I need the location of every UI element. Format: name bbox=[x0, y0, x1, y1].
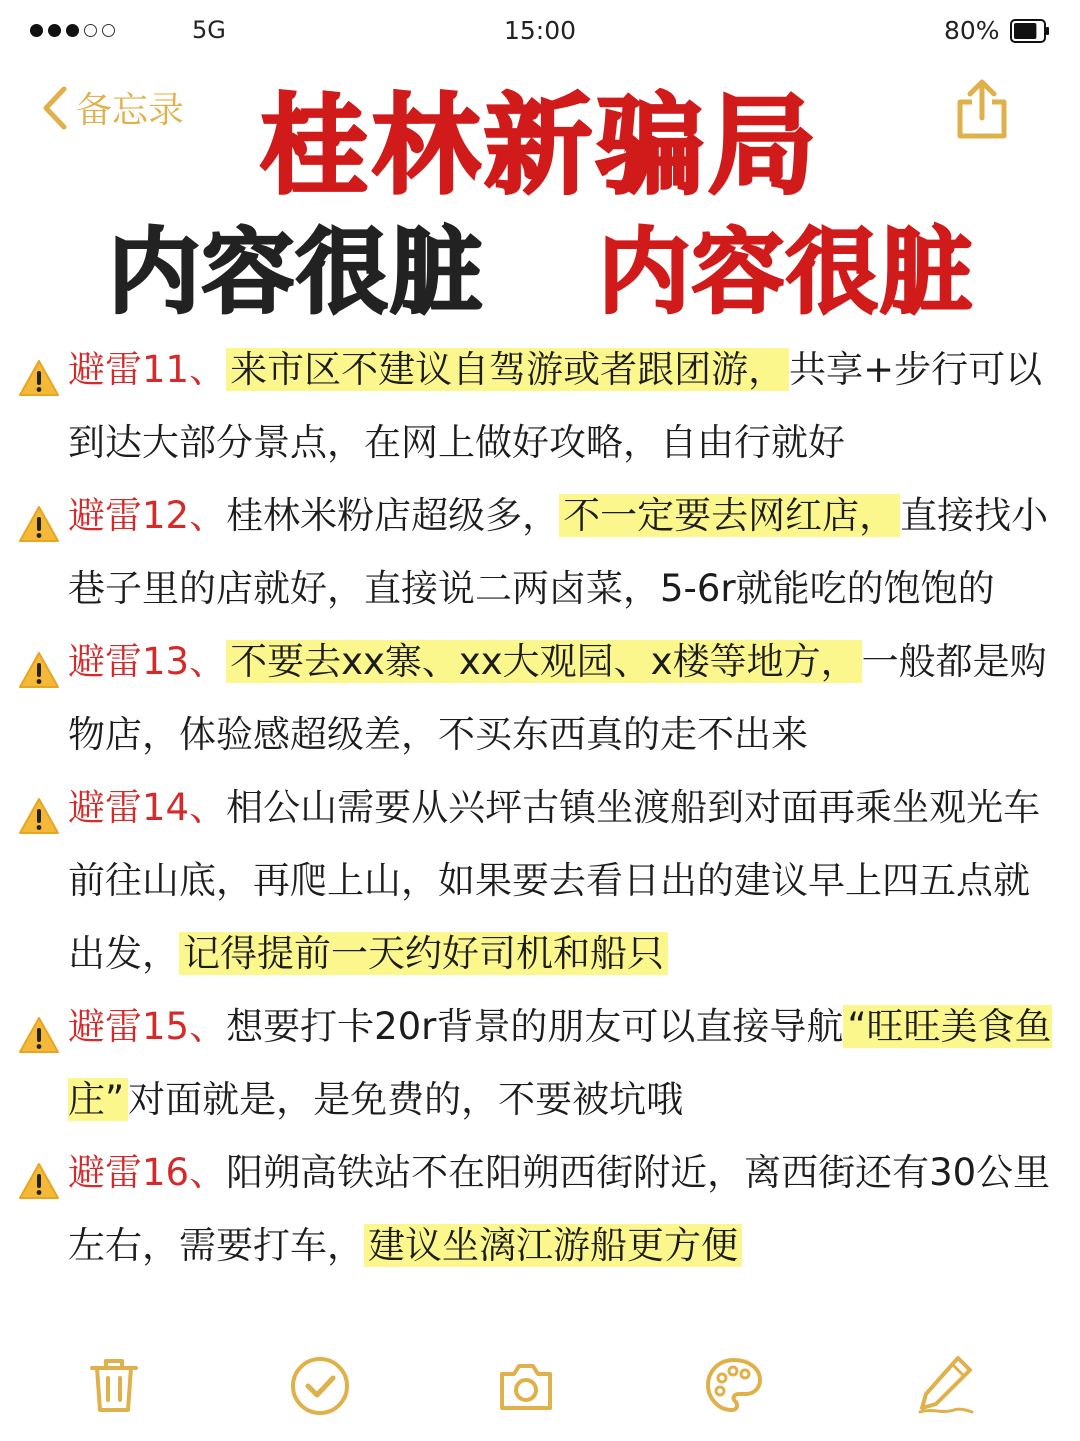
highlighted-text: 不一定要去网红店， bbox=[559, 494, 900, 537]
battery-icon bbox=[1010, 19, 1050, 43]
warning-icon bbox=[18, 787, 60, 827]
warning-icon bbox=[18, 1006, 60, 1046]
warning-icon bbox=[18, 1152, 60, 1192]
subtitle-red: 内容很脏 bbox=[598, 219, 975, 326]
warning-icon bbox=[18, 641, 60, 681]
note-item bbox=[0, 1136, 1080, 1282]
warning-icon bbox=[18, 349, 60, 389]
highlighted-text: 记得提前一天约好司机和船只 bbox=[179, 932, 668, 975]
note-item bbox=[0, 771, 1080, 990]
headline-title: 桂林新骗局 bbox=[259, 84, 820, 209]
warning-icon bbox=[18, 495, 60, 535]
note-item bbox=[0, 990, 1080, 1136]
palette-icon[interactable] bbox=[702, 1352, 766, 1416]
pen-icon[interactable] bbox=[912, 1352, 976, 1416]
note-text: 桂林米粉店超级多， bbox=[226, 494, 560, 537]
highlighted-text: 来市区不建议自驾游或者跟团游， bbox=[226, 348, 789, 391]
note-item bbox=[0, 625, 1080, 771]
note-text: 对面就是，是免费的，不要被坑哦 bbox=[128, 1078, 684, 1121]
note-item bbox=[0, 333, 1080, 479]
back-label: 备忘录 bbox=[76, 90, 185, 131]
notes-list bbox=[0, 333, 1080, 1282]
note-text: 一般都是购物店，体验感超级差，不买东西真的走不出来 bbox=[68, 640, 1047, 756]
note-text: 相公山需要从兴坪古镇坐渡船到对面再乘坐观光车前往山底，再爬上山，如果要去看日出的建议早上四五点就出发， bbox=[68, 786, 1041, 975]
clock: 15:00 bbox=[503, 16, 577, 45]
highlighted-text: 建议坐漓江游船更方便 bbox=[364, 1224, 742, 1267]
note-text: 阳朔高铁站不在阳朔西街附近，离西街还有30公里左右，需要打车， bbox=[68, 1151, 1051, 1267]
trash-icon[interactable] bbox=[82, 1352, 146, 1416]
battery-percentage: 80% bbox=[944, 16, 1000, 45]
note-label: 避雷13、 bbox=[68, 640, 227, 683]
note-text: 共享+步行可以到达大部分景点，在网上做好攻略，自由行就好 bbox=[68, 348, 1043, 464]
highlighted-text: “旺旺美食鱼庄” bbox=[68, 1005, 1052, 1121]
bottom-toolbar bbox=[0, 1352, 1080, 1422]
checkmark-circle-icon[interactable] bbox=[288, 1352, 352, 1416]
note-label: 避雷16、 bbox=[68, 1151, 227, 1194]
subtitle-black: 内容很脏 bbox=[108, 219, 485, 326]
highlighted-text: 不要去xx寨、xx大观园、x楼等地方， bbox=[226, 640, 861, 683]
note-label: 避雷14、 bbox=[68, 786, 227, 829]
status-bar bbox=[0, 0, 1080, 64]
network-type: 5G bbox=[192, 16, 226, 44]
camera-icon[interactable] bbox=[494, 1352, 558, 1416]
note-label: 避雷12、 bbox=[68, 494, 227, 537]
note-text: 直接找小巷子里的店就好，直接说二两卤菜，5-6r就能吃的饱饱的 bbox=[68, 494, 1049, 610]
note-item bbox=[0, 479, 1080, 625]
note-label: 避雷15、 bbox=[68, 1005, 227, 1048]
note-label: 避雷11、 bbox=[68, 348, 227, 391]
note-text: 想要打卡20r背景的朋友可以直接导航 bbox=[226, 1005, 844, 1048]
